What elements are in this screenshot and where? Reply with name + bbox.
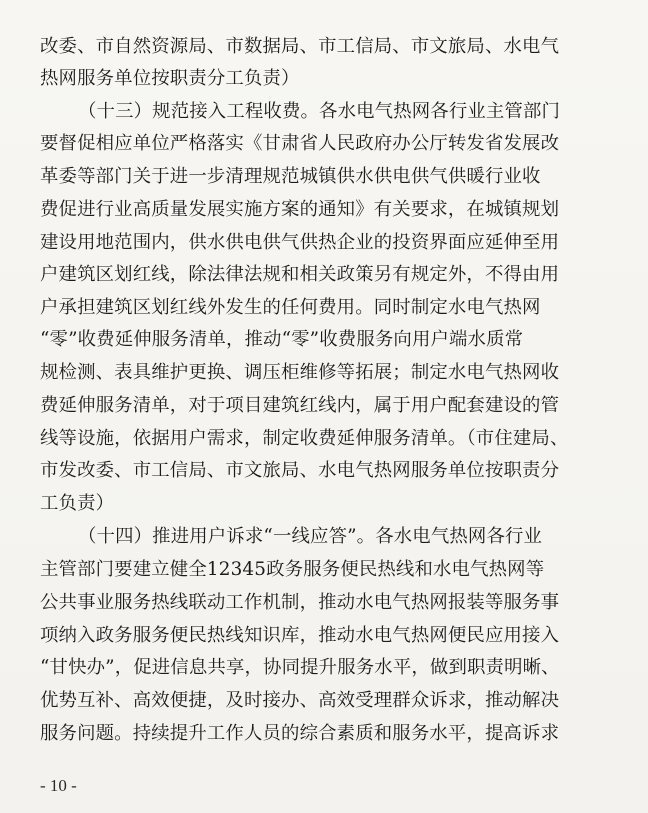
text-line-22: 服务问题。持续提升工作人员的综合素质和服务水平，提高诉求 <box>40 723 560 744</box>
section-13-heading-line: （十三）规范接入工程收费。各水电气热网各行业主管部门 <box>78 101 561 122</box>
text-line-12: 费延伸服务清单，对于项目建筑红线内，属于用户配套建设的管 <box>40 395 560 416</box>
text-line-2: 热网服务单位按职责分工负责） <box>40 68 300 89</box>
text-line-17: 主管部门要建立健全12345政务服务便民热线和水电气热网等 <box>40 559 545 580</box>
text-line-9: 户承担建筑区划红线外发生的任何费用。同时制定水电气热网 <box>40 297 541 318</box>
text-line-8: 户建筑区划红线，除法律法规和相关政策另有规定外，不得由用 <box>40 264 560 285</box>
text-line-21: 优势互补、高效便捷，及时接办、高效受理群众诉求，推动解决 <box>40 690 560 711</box>
text-line-19: 项纳入政务服务便民热线知识库，推动水电气热网便民应用接入 <box>40 625 560 646</box>
text-line-10: “零”收费延伸服务清单，推动“零”收费服务向用户端水质常 <box>40 329 524 350</box>
text-line-15: 工负责） <box>40 493 115 514</box>
text-line-20: “甘快办”，促进信息共享，协同提升服务水平，做到职责明晰、 <box>40 657 560 678</box>
section-14-heading-line: （十四）推进用户诉求“一线应答”。各水电气热网各行业 <box>78 526 543 547</box>
page-number: - 10 - <box>40 776 77 795</box>
text-line-7: 建设用地范围内，供水供电供气供热企业的投资界面应延伸至用 <box>40 232 560 253</box>
text-line-4: 要督促相应单位严格落实《甘肃省人民政府办公厅转发省发展改 <box>40 133 560 154</box>
text-line-11: 规检测、表具维护更换、调压柜维修等拓展；制定水电气热网收 <box>40 362 560 383</box>
text-line-6: 费促进行业高质量发展实施方案的通知》有关要求，在城镇规划 <box>40 199 560 220</box>
text-line-14: 市发改委、市工信局、市文旅局、水电气热网服务单位按职责分 <box>40 460 560 481</box>
text-line-1: 改委、市自然资源局、市数据局、市工信局、市文旅局、水电气 <box>40 36 560 57</box>
text-line-5: 革委等部门关于进一步清理规范城镇供水供电供气供暖行业收 <box>40 166 541 187</box>
text-line-18: 公共事业服务热线联动工作机制，推动水电气热网报装等服务事 <box>40 592 560 613</box>
text-line-13: 线等设施，依据用户需求，制定收费延伸服务清单。（市住建局、 <box>40 428 569 449</box>
